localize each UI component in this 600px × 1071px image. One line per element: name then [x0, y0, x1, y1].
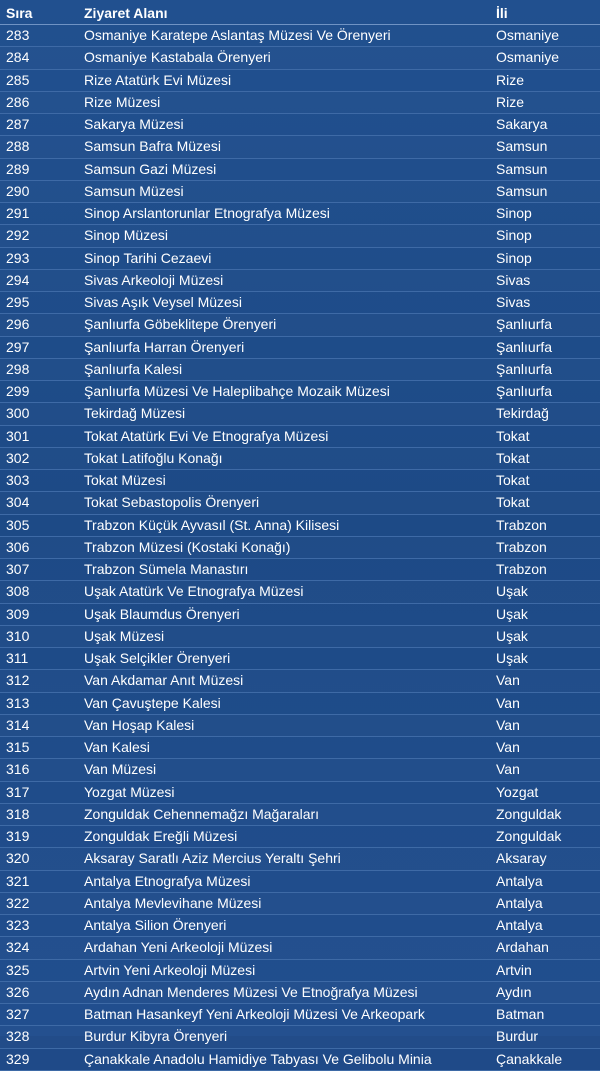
row-sira-cell: 292: [0, 225, 78, 247]
row-sira-cell: 315: [0, 737, 78, 759]
row-il-cell: Samsun: [494, 180, 600, 202]
row-sira-cell: 310: [0, 625, 78, 647]
table-row: [0, 91, 600, 113]
row-name-cell: Şanlıurfa Müzesi Ve Haleplibahçe Mozaik Müzesi: [78, 381, 494, 403]
row-name-cell: Tokat Latifoğlu Konağı: [78, 447, 494, 469]
row-sira-cell: 314: [0, 714, 78, 736]
row-il-cell: Tokat: [494, 447, 600, 469]
row-sira-cell: 313: [0, 692, 78, 714]
table-row: [0, 25, 600, 47]
row-il-cell: Ardahan: [494, 937, 600, 959]
table-row: [0, 403, 600, 425]
header-ziyaret-alani: Ziyaret Alanı: [78, 2, 494, 25]
row-sira-cell: 298: [0, 358, 78, 380]
row-sira-cell: 312: [0, 670, 78, 692]
row-name-cell: Van Çavuştepe Kalesi: [78, 692, 494, 714]
row-name-cell: Şanlıurfa Harran Örenyeri: [78, 336, 494, 358]
row-name-cell: Çanakkale Anadolu Hamidiye Tabyası Ve Gelibolu Minia: [78, 1048, 494, 1070]
row-il-cell: Antalya: [494, 915, 600, 937]
table-row: [0, 759, 600, 781]
table-row: [0, 625, 600, 647]
row-il-cell: Trabzon: [494, 559, 600, 581]
row-name-cell: Zonguldak Cehennemağzı Mağaraları: [78, 803, 494, 825]
row-il-cell: Burdur: [494, 1026, 600, 1048]
table-row: [0, 225, 600, 247]
row-name-cell: Antalya Silion Örenyeri: [78, 915, 494, 937]
row-sira-cell: 293: [0, 247, 78, 269]
row-il-cell: Aksaray: [494, 848, 600, 870]
row-il-cell: Batman: [494, 1004, 600, 1026]
row-sira-cell: 288: [0, 136, 78, 158]
row-il-cell: Tokat: [494, 492, 600, 514]
table-body: [0, 25, 600, 1071]
row-il-cell: Şanlıurfa: [494, 314, 600, 336]
row-il-cell: Sivas: [494, 269, 600, 291]
table-row: [0, 158, 600, 180]
row-name-cell: Şanlıurfa Göbeklitepe Örenyeri: [78, 314, 494, 336]
row-name-cell: Sinop Arslantorunlar Etnografya Müzesi: [78, 203, 494, 225]
row-sira-cell: 289: [0, 158, 78, 180]
row-il-cell: Uşak: [494, 581, 600, 603]
row-name-cell: Van Akdamar Anıt Müzesi: [78, 670, 494, 692]
row-name-cell: Van Kalesi: [78, 737, 494, 759]
row-il-cell: Çanakkale: [494, 1048, 600, 1070]
table-row: [0, 336, 600, 358]
row-sira-cell: 295: [0, 292, 78, 314]
row-name-cell: Uşak Blaumdus Örenyeri: [78, 603, 494, 625]
row-il-cell: Van: [494, 714, 600, 736]
row-il-cell: Rize: [494, 91, 600, 113]
row-il-cell: Uşak: [494, 603, 600, 625]
table-row: [0, 603, 600, 625]
row-sira-cell: 305: [0, 514, 78, 536]
row-sira-cell: 326: [0, 981, 78, 1003]
row-sira-cell: 317: [0, 781, 78, 803]
row-sira-cell: 325: [0, 959, 78, 981]
table-row: [0, 425, 600, 447]
row-name-cell: Rize Müzesi: [78, 91, 494, 113]
row-name-cell: Ardahan Yeni Arkeoloji Müzesi: [78, 937, 494, 959]
table-row: [0, 915, 600, 937]
row-sira-cell: 296: [0, 314, 78, 336]
row-name-cell: Uşak Selçikler Örenyeri: [78, 648, 494, 670]
row-il-cell: Van: [494, 670, 600, 692]
row-il-cell: Şanlıurfa: [494, 358, 600, 380]
row-name-cell: Tokat Atatürk Evi Ve Etnografya Müzesi: [78, 425, 494, 447]
row-il-cell: Artvin: [494, 959, 600, 981]
row-il-cell: Yozgat: [494, 781, 600, 803]
row-il-cell: Samsun: [494, 136, 600, 158]
table-row: [0, 180, 600, 202]
table-row: [0, 1048, 600, 1070]
table-row: [0, 737, 600, 759]
row-name-cell: Trabzon Küçük Ayvasıl (St. Anna) Kilisesi: [78, 514, 494, 536]
table-row: [0, 247, 600, 269]
row-sira-cell: 324: [0, 937, 78, 959]
row-name-cell: Zonguldak Ereğli Müzesi: [78, 826, 494, 848]
row-sira-cell: 307: [0, 559, 78, 581]
row-sira-cell: 320: [0, 848, 78, 870]
row-sira-cell: 302: [0, 447, 78, 469]
table-row: [0, 536, 600, 558]
table-row: [0, 1026, 600, 1048]
row-il-cell: Antalya: [494, 892, 600, 914]
row-name-cell: Samsun Gazi Müzesi: [78, 158, 494, 180]
row-sira-cell: 306: [0, 536, 78, 558]
table-row: [0, 581, 600, 603]
row-il-cell: Tokat: [494, 425, 600, 447]
row-name-cell: Van Müzesi: [78, 759, 494, 781]
table-row: [0, 648, 600, 670]
row-sira-cell: 285: [0, 69, 78, 91]
row-name-cell: Antalya Etnografya Müzesi: [78, 870, 494, 892]
row-sira-cell: 303: [0, 470, 78, 492]
row-sira-cell: 327: [0, 1004, 78, 1026]
table-row: [0, 69, 600, 91]
table-row: [0, 559, 600, 581]
table-row: [0, 292, 600, 314]
row-il-cell: Van: [494, 692, 600, 714]
row-name-cell: Sinop Müzesi: [78, 225, 494, 247]
table-row: [0, 492, 600, 514]
row-il-cell: Tekirdağ: [494, 403, 600, 425]
row-name-cell: Sinop Tarihi Cezaevi: [78, 247, 494, 269]
row-name-cell: Aydın Adnan Menderes Müzesi Ve Etnoğrafya Müzesi: [78, 981, 494, 1003]
row-name-cell: Uşak Atatürk Ve Etnografya Müzesi: [78, 581, 494, 603]
header-sira: Sıra: [0, 2, 78, 25]
row-il-cell: Sinop: [494, 203, 600, 225]
table-row: [0, 959, 600, 981]
table-row: [0, 781, 600, 803]
row-name-cell: Van Hoşap Kalesi: [78, 714, 494, 736]
row-name-cell: Yozgat Müzesi: [78, 781, 494, 803]
row-sira-cell: 290: [0, 180, 78, 202]
row-sira-cell: 308: [0, 581, 78, 603]
row-sira-cell: 321: [0, 870, 78, 892]
table-row: [0, 447, 600, 469]
row-il-cell: Zonguldak: [494, 826, 600, 848]
table-row: [0, 803, 600, 825]
row-il-cell: Şanlıurfa: [494, 381, 600, 403]
row-name-cell: Trabzon Müzesi (Kostaki Konağı): [78, 536, 494, 558]
table-row: [0, 937, 600, 959]
row-il-cell: Aydın: [494, 981, 600, 1003]
row-sira-cell: 319: [0, 826, 78, 848]
row-name-cell: Trabzon Sümela Manastırı: [78, 559, 494, 581]
table-row: [0, 514, 600, 536]
row-name-cell: Samsun Müzesi: [78, 180, 494, 202]
table-row: [0, 203, 600, 225]
row-name-cell: Samsun Bafra Müzesi: [78, 136, 494, 158]
row-name-cell: Batman Hasankeyf Yeni Arkeoloji Müzesi Ve Arkeopark: [78, 1004, 494, 1026]
row-il-cell: Samsun: [494, 158, 600, 180]
row-name-cell: Artvin Yeni Arkeoloji Müzesi: [78, 959, 494, 981]
row-sira-cell: 309: [0, 603, 78, 625]
row-sira-cell: 318: [0, 803, 78, 825]
row-sira-cell: 301: [0, 425, 78, 447]
header-ili: İli: [494, 2, 600, 25]
row-sira-cell: 304: [0, 492, 78, 514]
row-sira-cell: 291: [0, 203, 78, 225]
table-row: [0, 269, 600, 291]
row-il-cell: Sinop: [494, 247, 600, 269]
row-name-cell: Tokat Sebastopolis Örenyeri: [78, 492, 494, 514]
row-name-cell: Burdur Kibyra Örenyeri: [78, 1026, 494, 1048]
row-name-cell: Şanlıurfa Kalesi: [78, 358, 494, 380]
table-row: [0, 670, 600, 692]
row-il-cell: Osmaniye: [494, 25, 600, 47]
row-il-cell: Zonguldak: [494, 803, 600, 825]
row-il-cell: Trabzon: [494, 514, 600, 536]
row-sira-cell: 297: [0, 336, 78, 358]
row-name-cell: Sakarya Müzesi: [78, 114, 494, 136]
row-sira-cell: 284: [0, 47, 78, 69]
row-il-cell: Trabzon: [494, 536, 600, 558]
row-sira-cell: 286: [0, 91, 78, 113]
row-sira-cell: 316: [0, 759, 78, 781]
table-row: [0, 314, 600, 336]
row-il-cell: Antalya: [494, 870, 600, 892]
row-name-cell: Osmaniye Karatepe Aslantaş Müzesi Ve Örenyeri: [78, 25, 494, 47]
row-sira-cell: 328: [0, 1026, 78, 1048]
row-name-cell: Uşak Müzesi: [78, 625, 494, 647]
table-row: [0, 1004, 600, 1026]
table-row: [0, 114, 600, 136]
row-sira-cell: 322: [0, 892, 78, 914]
row-name-cell: Rize Atatürk Evi Müzesi: [78, 69, 494, 91]
row-name-cell: Sivas Arkeoloji Müzesi: [78, 269, 494, 291]
row-il-cell: Şanlıurfa: [494, 336, 600, 358]
row-sira-cell: 287: [0, 114, 78, 136]
row-il-cell: Sivas: [494, 292, 600, 314]
row-sira-cell: 294: [0, 269, 78, 291]
row-il-cell: Uşak: [494, 648, 600, 670]
row-il-cell: Uşak: [494, 625, 600, 647]
table-row: [0, 981, 600, 1003]
museum-table: [0, 2, 600, 1071]
table-row: [0, 692, 600, 714]
row-il-cell: Van: [494, 759, 600, 781]
table-row: [0, 892, 600, 914]
table-row: [0, 848, 600, 870]
table-row: [0, 47, 600, 69]
row-il-cell: Tokat: [494, 470, 600, 492]
table-row: [0, 870, 600, 892]
table-row: [0, 358, 600, 380]
row-il-cell: Rize: [494, 69, 600, 91]
row-sira-cell: 283: [0, 25, 78, 47]
table-row: [0, 381, 600, 403]
row-il-cell: Van: [494, 737, 600, 759]
row-sira-cell: 311: [0, 648, 78, 670]
table-row: [0, 826, 600, 848]
row-il-cell: Sinop: [494, 225, 600, 247]
table-header-row: [0, 2, 600, 25]
row-name-cell: Tokat Müzesi: [78, 470, 494, 492]
row-name-cell: Antalya Mevlevihane Müzesi: [78, 892, 494, 914]
row-sira-cell: 323: [0, 915, 78, 937]
row-name-cell: Tekirdağ Müzesi: [78, 403, 494, 425]
row-sira-cell: 329: [0, 1048, 78, 1070]
row-name-cell: Sivas Aşık Veysel Müzesi: [78, 292, 494, 314]
row-il-cell: Sakarya: [494, 114, 600, 136]
row-sira-cell: 300: [0, 403, 78, 425]
row-name-cell: Osmaniye Kastabala Örenyeri: [78, 47, 494, 69]
table-row: [0, 470, 600, 492]
table-row: [0, 136, 600, 158]
row-name-cell: Aksaray Saratlı Aziz Mercius Yeraltı Şehri: [78, 848, 494, 870]
row-il-cell: Osmaniye: [494, 47, 600, 69]
row-sira-cell: 299: [0, 381, 78, 403]
table-row: [0, 714, 600, 736]
